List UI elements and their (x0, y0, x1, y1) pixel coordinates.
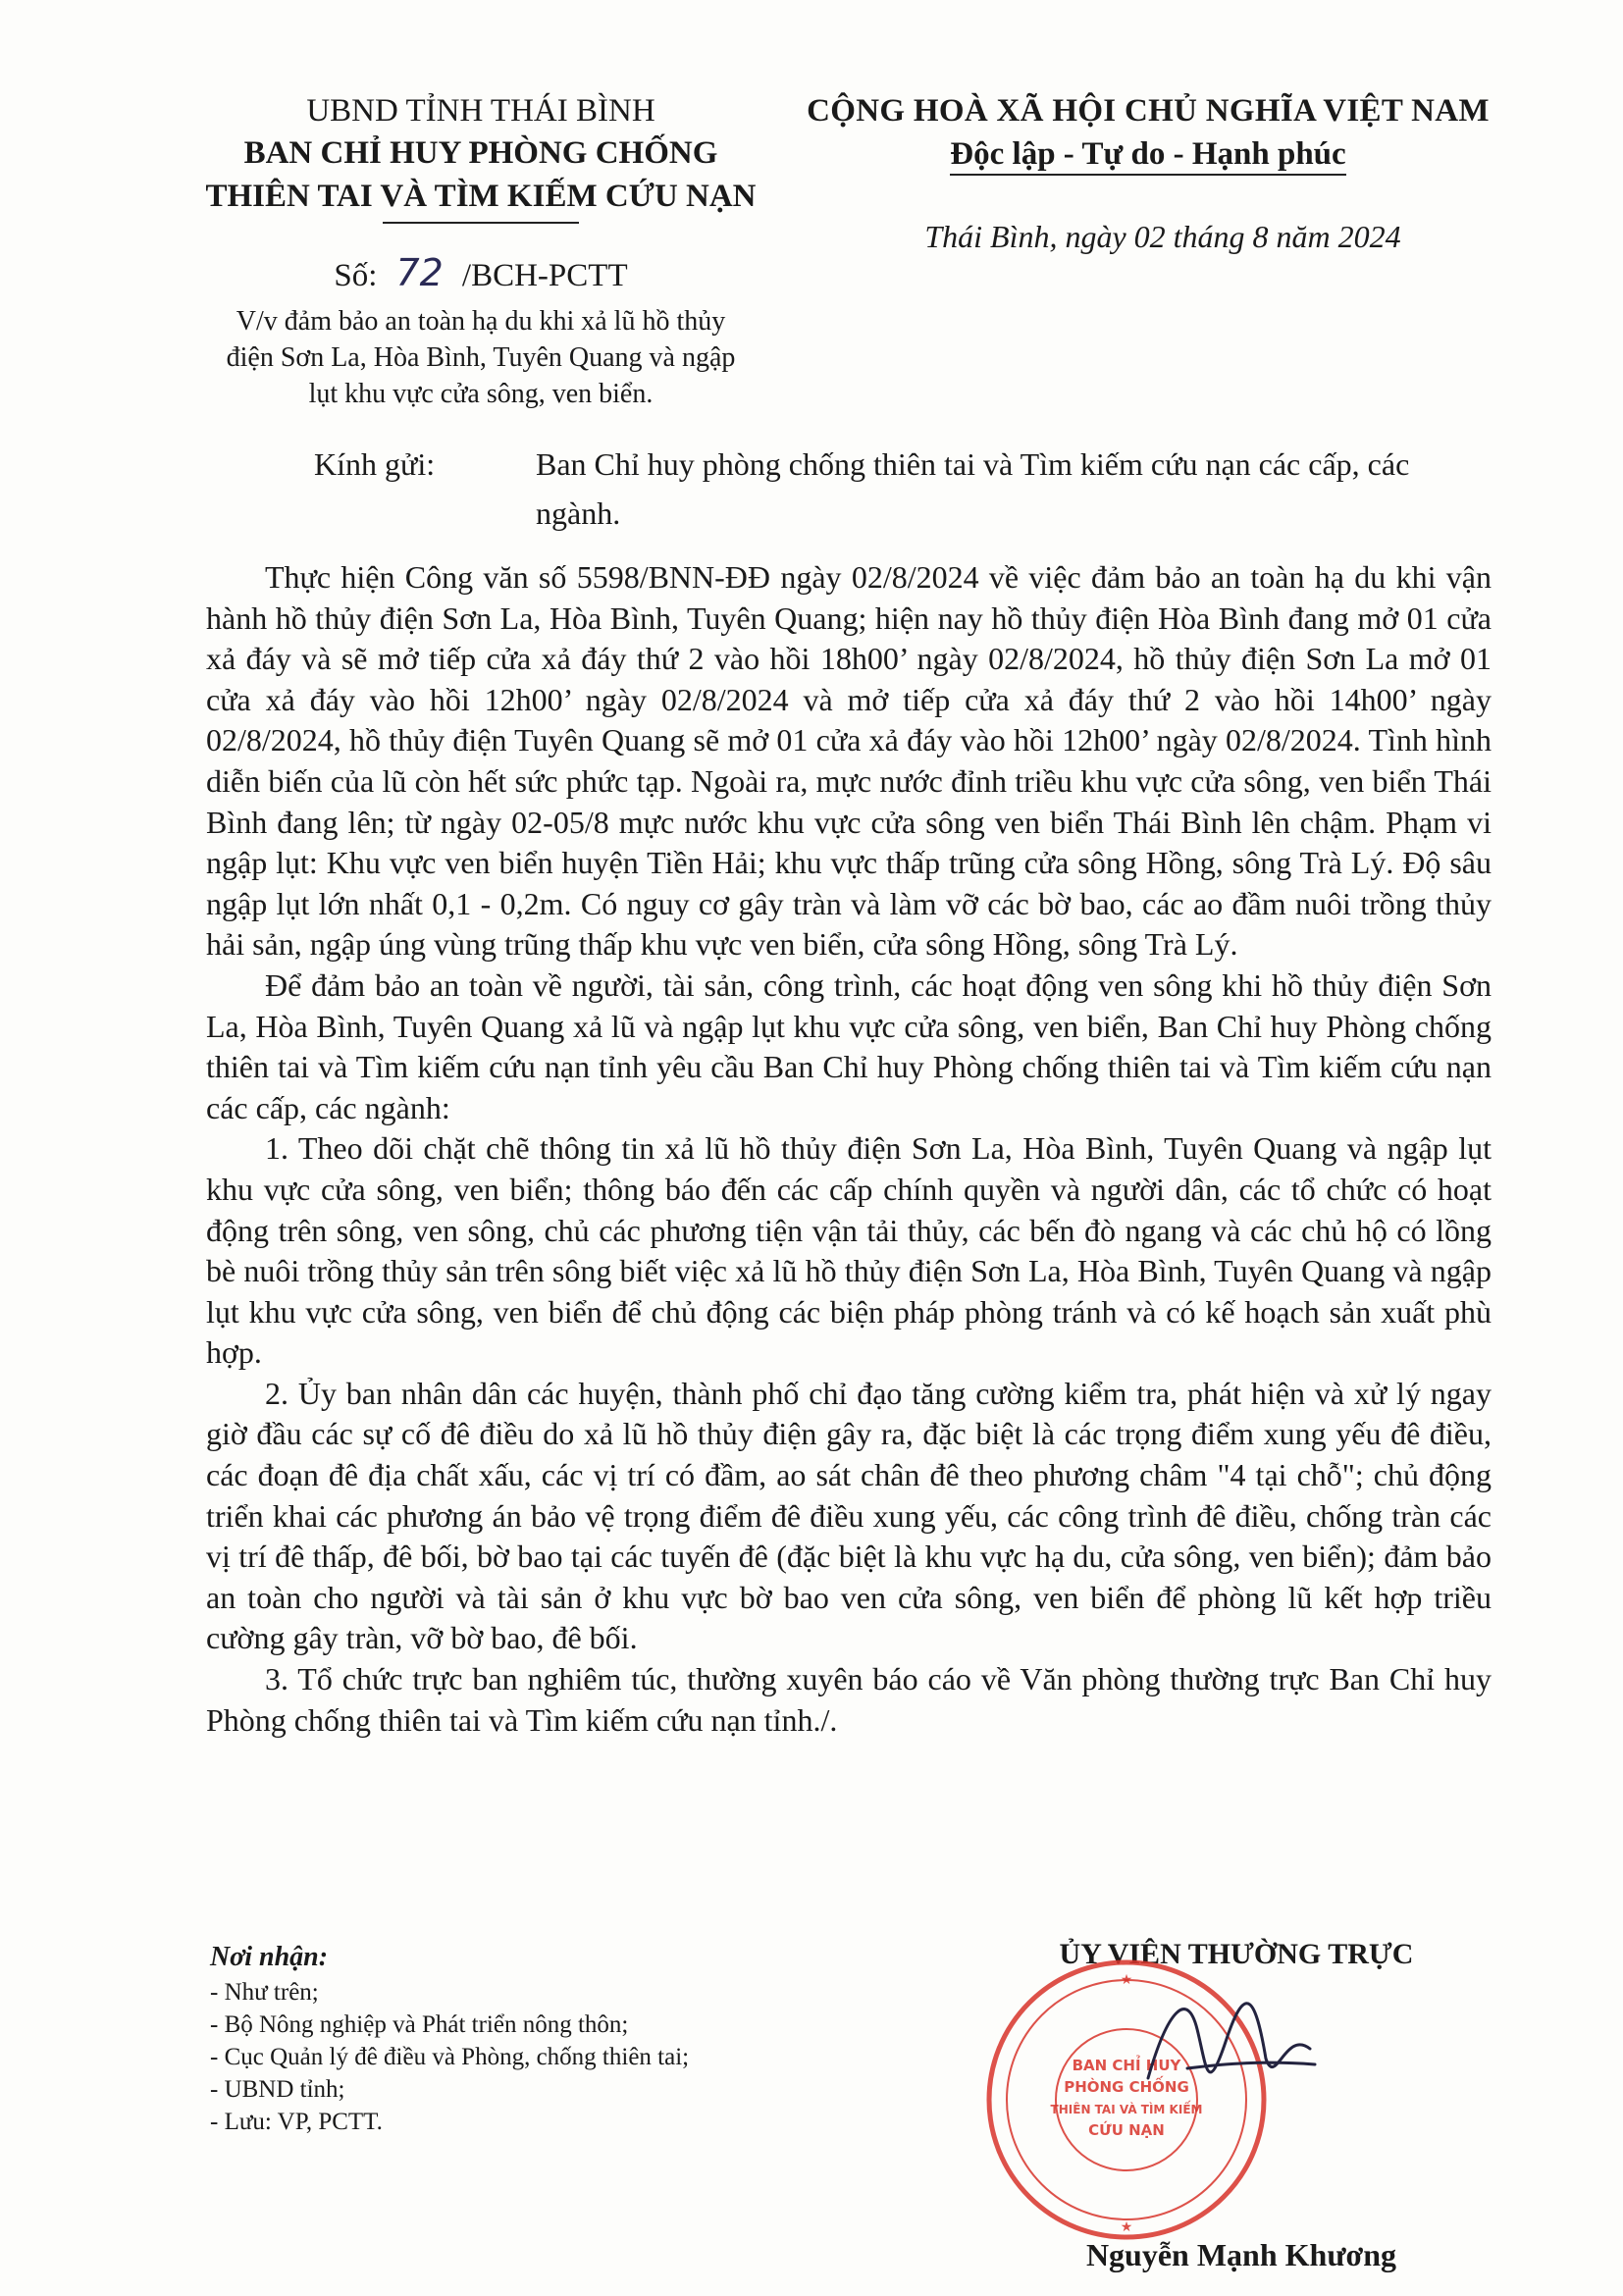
signer-name: Nguyễn Mạnh Khương (1085, 2237, 1397, 2272)
body-paragraph-1: Thực hiện Công văn số 5598/BNN-ĐĐ ngày 02/8/2024 về việc đảm bảo an toàn hạ du khi vận hành hồ thủy điện Sơn La, Hòa Bình, Tuyên Quang; hiện nay hồ thủy điện Hòa Bình đang mở 01 cửa xả đáy và sẽ mở tiếp cửa xả đáy thứ 2 vào hồi 18h00’ ngày 02/8/2024, hồ thủy điện Sơn La mở 01 cửa xả đáy vào hồi 12h00’ ngày 02/8/2024 và mở tiếp cửa xả đáy thứ 2 vào hồi 14h00’ ngày 02/8/2024, hồ thủy điện Tuyên Quang sẽ mở 01 cửa xả đáy vào hồi 12h00’ ngày 02/8/2024. Tình hình diễn biến của lũ còn hết sức phức tạp. Ngoài ra, mực nước đỉnh triều khu vực cửa sông, ven biển Thái Bình đang lên; từ ngày 02-05/8 mực nước khu vực cửa sông ven biển Thái Bình lên chậm. Phạm vi ngập lụt: Khu vực ven biển huyện Tiền Hải; khu vực thấp trũng cửa sông Hồng, sông Trà Lý. Độ sâu ngập lụt lớn nhất 0,1 - 0,2m. Có nguy cơ gây tràn và làm vỡ các bờ bao, các ao đầm nuôi trồng thủy hải sản, ngập úng vùng trũng thấp khu vực ven biển, cửa sông Hồng, sông Trà Lý. (206, 559, 1492, 963)
svg-text:CỨU NẠN: CỨU NẠN (1088, 2121, 1165, 2139)
issuing-agency-block (167, 90, 795, 412)
document-subject: V/v đảm bảo an toàn hạ du khi xả lũ hồ thủy điện Sơn La, Hòa Bình, Tuyên Quang và ngập lụt khu vực cửa sông, ven biển. (226, 306, 736, 409)
distribution-list (210, 1939, 897, 2138)
svg-text:BAN CHỈ HUY: BAN CHỈ HUY (1072, 2057, 1181, 2074)
svg-text:★: ★ (1120, 2219, 1133, 2235)
document-date: Thái Bình, ngày 02 tháng 8 năm 2024 (924, 219, 1401, 254)
distribution-item: - Như trên; (210, 1979, 319, 2006)
distribution-item: - Bộ Nông nghiệp và Phát triển nông thôn; (210, 2011, 629, 2038)
svg-text:THIÊN TAI VÀ TÌM KIẾM: THIÊN TAI VÀ TÌM KIẾM (1050, 2103, 1203, 2116)
recipient-label: Kính gửi: (314, 446, 436, 482)
document-body (206, 557, 1492, 1741)
agency-underline (383, 222, 579, 224)
distribution-item: - Cục Quản lý đê điều và Phòng, chống thiên tai; (210, 2044, 690, 2070)
svg-text:PHÒNG CHỐNG: PHÒNG CHỐNG (1064, 2078, 1189, 2096)
body-paragraph-2: Để đảm bảo an toàn về người, tài sản, công trình, các hoạt động ven sông khi hồ thủy điện Sơn La, Hòa Bình, Tuyên Quang xả lũ và ngập lụt khu vực cửa sông, ven biển, Ban Chỉ huy Phòng chống thiên tai và Tìm kiếm cứu nạn tỉnh yêu cầu Ban Chỉ huy Phòng chống thiên tai và Tìm kiếm cứu nạn các cấp, các ngành: (206, 966, 1492, 1125)
document-number-prefix: Số: (334, 258, 378, 293)
body-paragraph-5: 3. Tổ chức trực ban nghiêm túc, thường xuyên báo cáo về Văn phòng thường trực Ban Chỉ huy Phòng chống thiên tai và Tìm kiếm cứu nạn tỉnh./. (206, 1661, 1492, 1738)
handwritten-signature (1128, 1970, 1325, 2117)
country-name: CỘNG HOÀ XÃ HỘI CHỦ NGHĨA VIỆT NAM (807, 93, 1490, 129)
document-number-handwritten: 72 (395, 251, 444, 294)
national-motto-block (765, 90, 1531, 257)
svg-text:★: ★ (1120, 1972, 1133, 1988)
national-motto (765, 131, 1531, 177)
body-paragraph-4: 2. Ủy ban nhân dân các huyện, thành phố chỉ đạo tăng cường kiểm tra, phát hiện và xử lý ngay giờ đầu các sự cố đê điều do xả lũ hồ thủy điện gây ra, đặc biệt là các trọng điểm xung yếu đê điều, các đoạn đê địa chất xấu, các vị trí có đầm, ao sát chân đê theo phương châm "4 tại chỗ"; chủ động triển khai các phương án bảo vệ trọng điểm đê điều xung yếu, các công trình đê điều, chống tràn các vị trí đê thấp, đê bối, bờ bao tại các tuyến đê (đặc biệt là khu vực hạ du, cửa sông, ven biển); đảm bảo an toàn cho người và tài sản ở khu vực bờ bao ven cửa sông, ven biển để phòng lũ kết hợp triều cường gây tràn, vỡ bờ bao, đê bối. (206, 1375, 1492, 1656)
distribution-title: Nơi nhận: (210, 1942, 329, 1972)
distribution-item: - Lưu: VP, PCTT. (210, 2109, 383, 2135)
signer-title: ỦY VIÊN THƯỜNG TRỰC (1059, 1938, 1414, 1970)
agency-parent: UBND TỈNH THÁI BÌNH (306, 93, 655, 129)
agency-name-line2: THIÊN TAI VÀ TÌM KIẾM CỨU NẠN (205, 179, 757, 214)
agency-name-line1: BAN CHỈ HUY PHÒNG CHỐNG (243, 135, 718, 171)
distribution-item: - UBND tỉnh; (210, 2076, 345, 2103)
recipient-text: Ban Chỉ huy phòng chống thiên tai và Tìm kiếm cứu nạn các cấp, các ngành. (536, 446, 1410, 531)
document-number (167, 251, 795, 297)
national-motto-text: Độc lập - Tự do - Hạnh phúc (950, 136, 1345, 176)
body-paragraph-3: 1. Theo dõi chặt chẽ thông tin xả lũ hồ thủy điện Sơn La, Hòa Bình, Tuyên Quang và ngập lụt khu vực cửa sông, ven biển; thông báo đến các cấp chính quyền và người dân, các tổ chức có hoạt động trên sông, ven sông, chủ các phương tiện vận tải thủy, các bến đò ngang và các chủ hộ có lồng bè nuôi trồng thủy sản trên sông biết việc xả lũ hồ thủy điện Sơn La, Hòa Bình, Tuyên Quang và ngập lụt khu vực cửa sông, ven biển để chủ động các biện pháp phòng tránh và có kế hoạch sản xuất phù hợp. (206, 1130, 1492, 1371)
document-number-suffix: /BCH-PCTT (461, 258, 628, 293)
